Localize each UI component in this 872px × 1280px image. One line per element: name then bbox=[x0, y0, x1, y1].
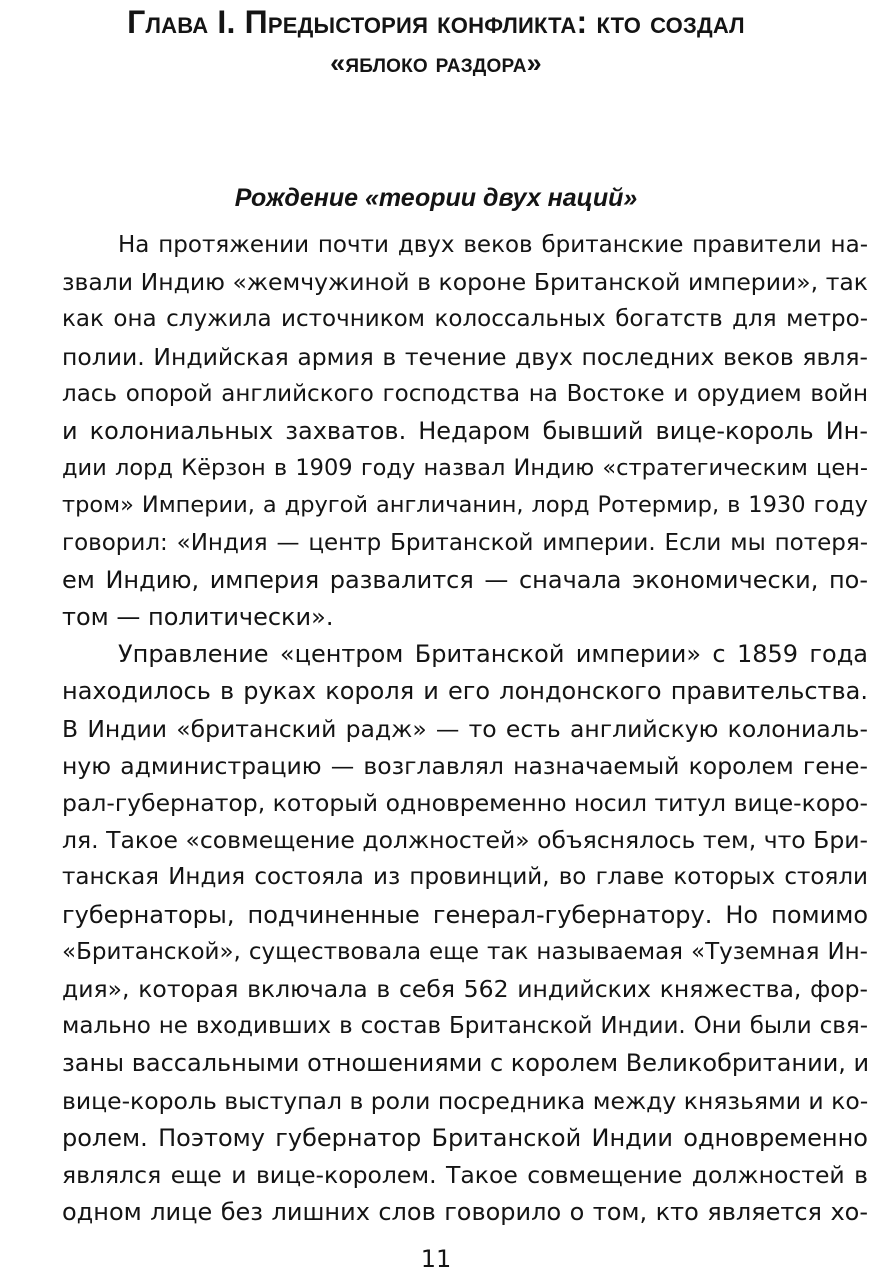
text-line: находилось в руках короля и его лондонского правительства. bbox=[62, 677, 868, 706]
text-line: звали Индию «жемчужиной в короне Британской империи», так bbox=[62, 268, 868, 297]
text-line: «Британской», существовала еще так называемая «Туземная Ин- bbox=[62, 938, 868, 965]
text-line: мально не входивших в состав Британской Индии. Они были свя- bbox=[62, 1013, 868, 1040]
text-line: тром» Империи, а другой англичанин, лорд Ротермир, в 1930 году bbox=[62, 492, 868, 519]
text-line: том — политически». bbox=[62, 603, 334, 632]
text-line: полии. Индийская армия в течение двух последних веков явля- bbox=[62, 342, 868, 371]
text-line: одном лице без лишних слов говорило о том, кто является хо- bbox=[62, 1198, 868, 1227]
chapter-title-line-2: «яблоко раздора» bbox=[330, 48, 542, 78]
text-line: говорил: «Индия — центр Британской империи. Если мы потеря- bbox=[62, 529, 868, 556]
text-line: дия», которая включала в себя 562 индийских княжества, фор- bbox=[62, 975, 868, 1004]
text-line: Управление «центром Британской империи» с 1859 года bbox=[118, 640, 868, 669]
page-number: 11 bbox=[420, 1245, 452, 1273]
text-line: являлся еще и вице-королем. Такое совмещение должностей в bbox=[62, 1161, 868, 1190]
text-line: ля. Такое «совмещение должностей» объяснялось тем, что Бри- bbox=[62, 826, 868, 855]
paragraph-2 bbox=[6, 636, 868, 1231]
text-line: В Индии «британский радж» — то есть английскую колониаль- bbox=[62, 714, 868, 743]
text-line: ролем. Поэтому губернатор Британской Индии одновременно bbox=[62, 1123, 868, 1152]
text-line: дии лорд Кёрзон в 1909 году назвал Индию «стратегическим цен- bbox=[62, 455, 868, 482]
chapter-title-line-1: Глава I. Предыстория конфликта: кто создал bbox=[127, 4, 745, 40]
text-line: заны вассальными отношениями с королем Великобритании, и bbox=[62, 1049, 870, 1078]
paragraph-1 bbox=[6, 227, 868, 636]
body-text bbox=[6, 227, 868, 1231]
text-line: лась опорой английского господства на Востоке и орудием войн bbox=[62, 380, 868, 407]
text-line: ную администрацию — возглавлял назначаемый королем гене- bbox=[62, 751, 868, 780]
text-line: ем Индию, империя развалится — сначала экономически, по- bbox=[62, 565, 868, 594]
text-line: рал-губернатор, который одновременно носил титул вице-коро- bbox=[62, 789, 868, 818]
text-line: На протяжении почти двух веков британские правители на- bbox=[118, 232, 868, 258]
section-heading: Рождение «теории двух наций» bbox=[234, 184, 638, 212]
text-line: губернаторы, подчиненные генерал-губернатору. Но помимо bbox=[62, 900, 868, 929]
text-line: вице-король выступал в роли посредника между князьями и ко- bbox=[62, 1086, 869, 1115]
text-line: танская Индия состояла из провинций, во главе которых стояли bbox=[62, 864, 868, 891]
text-line: как она служила источником колоссальных богатств для метро- bbox=[62, 306, 868, 333]
text-line: и колониальных захватов. Недаром бывший вице-король Ин- bbox=[62, 417, 868, 446]
